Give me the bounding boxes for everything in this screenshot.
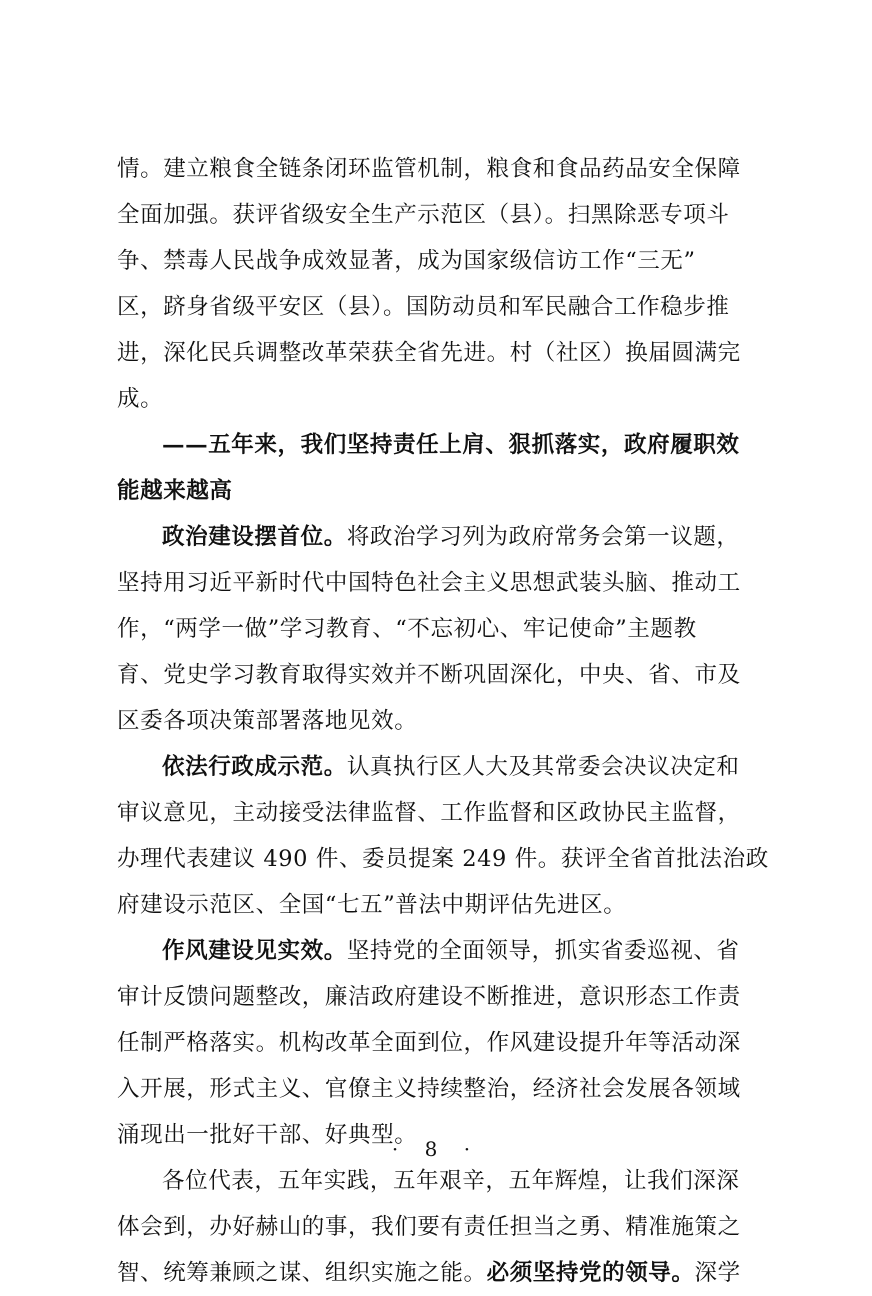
text-line: 育、党史学习教育取得实效并不断巩固深化，中央、省、市及 — [117, 662, 741, 688]
paragraph-text: 认真执行区人大及其常委会决议决定和 — [346, 754, 740, 780]
text-line: 入开展，形式主义、官僚主义持续整治，经济社会发展各领域 — [117, 1076, 741, 1102]
text-line: 各位代表，五年实践，五年艰辛，五年辉煌，让我们深深 — [162, 1168, 740, 1194]
text-line: 成。 — [117, 386, 164, 412]
text-line: 区，跻身省级平安区（县）。国防动员和军民融合工作稳步推 — [117, 294, 730, 320]
paragraph-lead: 依法行政成示范。 — [162, 754, 347, 780]
paragraph-style-first-line — [117, 928, 765, 974]
paragraph-emphasis: 必须坚持党的领导。 — [486, 1260, 695, 1286]
paragraph-text: 将政治学习列为政府常务会第一议题， — [346, 524, 740, 550]
text-line: 情。建立粮食全链条闭环监管机制，粮食和食品药品安全保障 — [117, 156, 741, 182]
paragraph-text: 智、统筹兼顾之谋、组织实施之能。 — [117, 1260, 487, 1286]
text-line: 区委各项决策部署落地见效。 — [117, 708, 418, 734]
text-line: 涌现出一批好干部、好典型。 — [117, 1122, 418, 1148]
document-body — [117, 146, 769, 1296]
text-line: 全面加强。获评省级安全生产示范区（县）。扫黑除恶专项斗 — [117, 202, 730, 228]
section-heading-line2: 能越来越高 — [117, 478, 233, 504]
text-line: 审议意见，主动接受法律监督、工作监督和区政协民主监督， — [117, 800, 741, 826]
text-line: 坚持用习近平新时代中国特色社会主义思想武装头脑、推动工 — [117, 570, 741, 596]
page-number: · 8 · — [391, 1137, 481, 1161]
paragraph-lead: 政治建设摆首位。 — [162, 524, 347, 550]
text-line: 争、禁毒人民战争成效显著，成为国家级信访工作“三无” — [117, 248, 696, 274]
paragraph-lead: 作风建设见实效。 — [162, 938, 347, 964]
text-line: 进，深化民兵调整改革荣获全省先进。村（社区）换届圆满完 — [117, 340, 741, 366]
paragraph-summary-last-line — [117, 1250, 765, 1296]
text-line: 作，“两学一做”学习教育、“不忘初心、牢记使命”主题教 — [117, 616, 697, 642]
paragraph-text: 坚持党的全面领导，抓实省委巡视、省 — [346, 938, 740, 964]
text-line: 办理代表建议 490 件、委员提案 249 件。获评全省首批法治政 — [117, 846, 769, 872]
text-line: 体会到，办好赫山的事，我们要有责任担当之勇、精准施策之 — [117, 1214, 741, 1240]
paragraph-text: 深学 — [694, 1260, 741, 1286]
text-line: 任制严格落实。机构改革全面到位，作风建设提升年等活动深 — [117, 1030, 741, 1056]
paragraph-law-first-line — [117, 744, 765, 790]
paragraph-politics-first-line — [117, 514, 765, 560]
text-line: 府建设示范区、全国“七五”普法中期评估先进区。 — [117, 892, 627, 918]
section-heading-line1: ——五年来，我们坚持责任上肩、狠抓落实，政府履职效 — [162, 432, 740, 458]
text-line: 审计反馈问题整改，廉洁政府建设不断推进，意识形态工作责 — [117, 984, 741, 1010]
